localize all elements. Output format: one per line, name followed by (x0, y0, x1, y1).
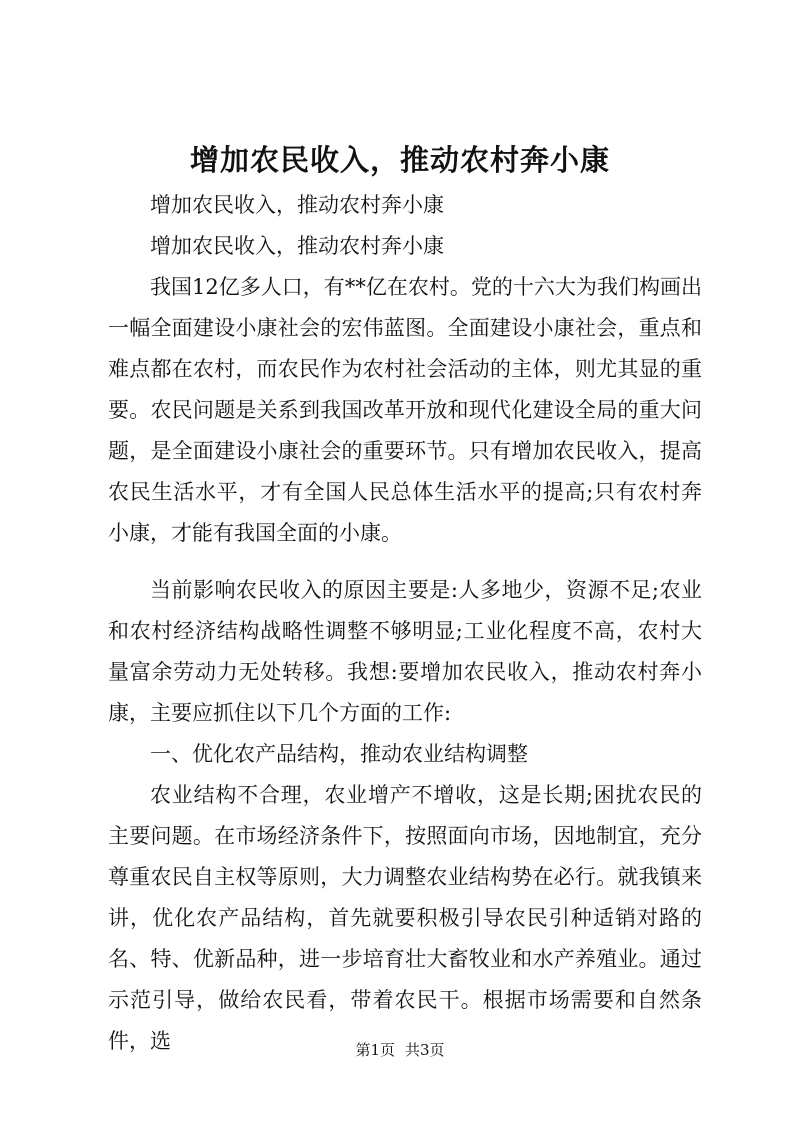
paragraph-causes: 当前影响农民收入的原因主要是:人多地少，资源不足;农业和农村经济结构战略性调整不够明显;工业化程度不高，农村大量富余劳动力无处转移。我想:要增加农民收入，推动农村奔小康，主要应抓住以下几个方面的工作: (108, 578, 702, 725)
page-total: 共3页 (405, 1041, 445, 1059)
subtitle-line-1: 增加农民收入，推动农村奔小康 (150, 193, 444, 217)
document-body (108, 185, 702, 1062)
subtitle-line-2: 增加农民收入，推动农村奔小康 (150, 234, 444, 258)
document-title: 增加农民收入，推动农村奔小康 (189, 143, 610, 177)
paragraph-structure: 农业结构不合理，农业增产不增收，这是长期;困扰农民的主要问题。在市场经济条件下，按照面向市场，因地制宜，充分尊重农民自主权等原则，大力调整农业结构势在必行。就我镇来讲，优化农产品结构，首先就要积极引导农民引种适销对路的名、特、优新品种，进一步培育壮大畜牧业和水产养殖业。通过示范引导，做给农民看，带着农民干。根据市场需要和自然条件，选 (108, 783, 702, 1053)
paragraph-intro: 我国12亿多人口，有**亿在农村。党的十六大为我们构画出一幅全面建设小康社会的宏伟蓝图。全面建设小康社会，重点和难点都在农村，而农民作为农村社会活动的主体，则尤其显的重要。农民问题是关系到我国改革开放和现代化建设全局的重大问题，是全面建设小康社会的重要环节。只有增加农民收入，提高农民生活水平，才有全国人民总体生活水平的提高;只有农村奔小康，才能有我国全面的小康。 (108, 275, 702, 545)
page-number: 第1页 (355, 1041, 395, 1059)
page-footer (0, 1040, 800, 1060)
section-heading-1: 一、优化农产品结构，推动农业结构调整 (150, 742, 528, 766)
